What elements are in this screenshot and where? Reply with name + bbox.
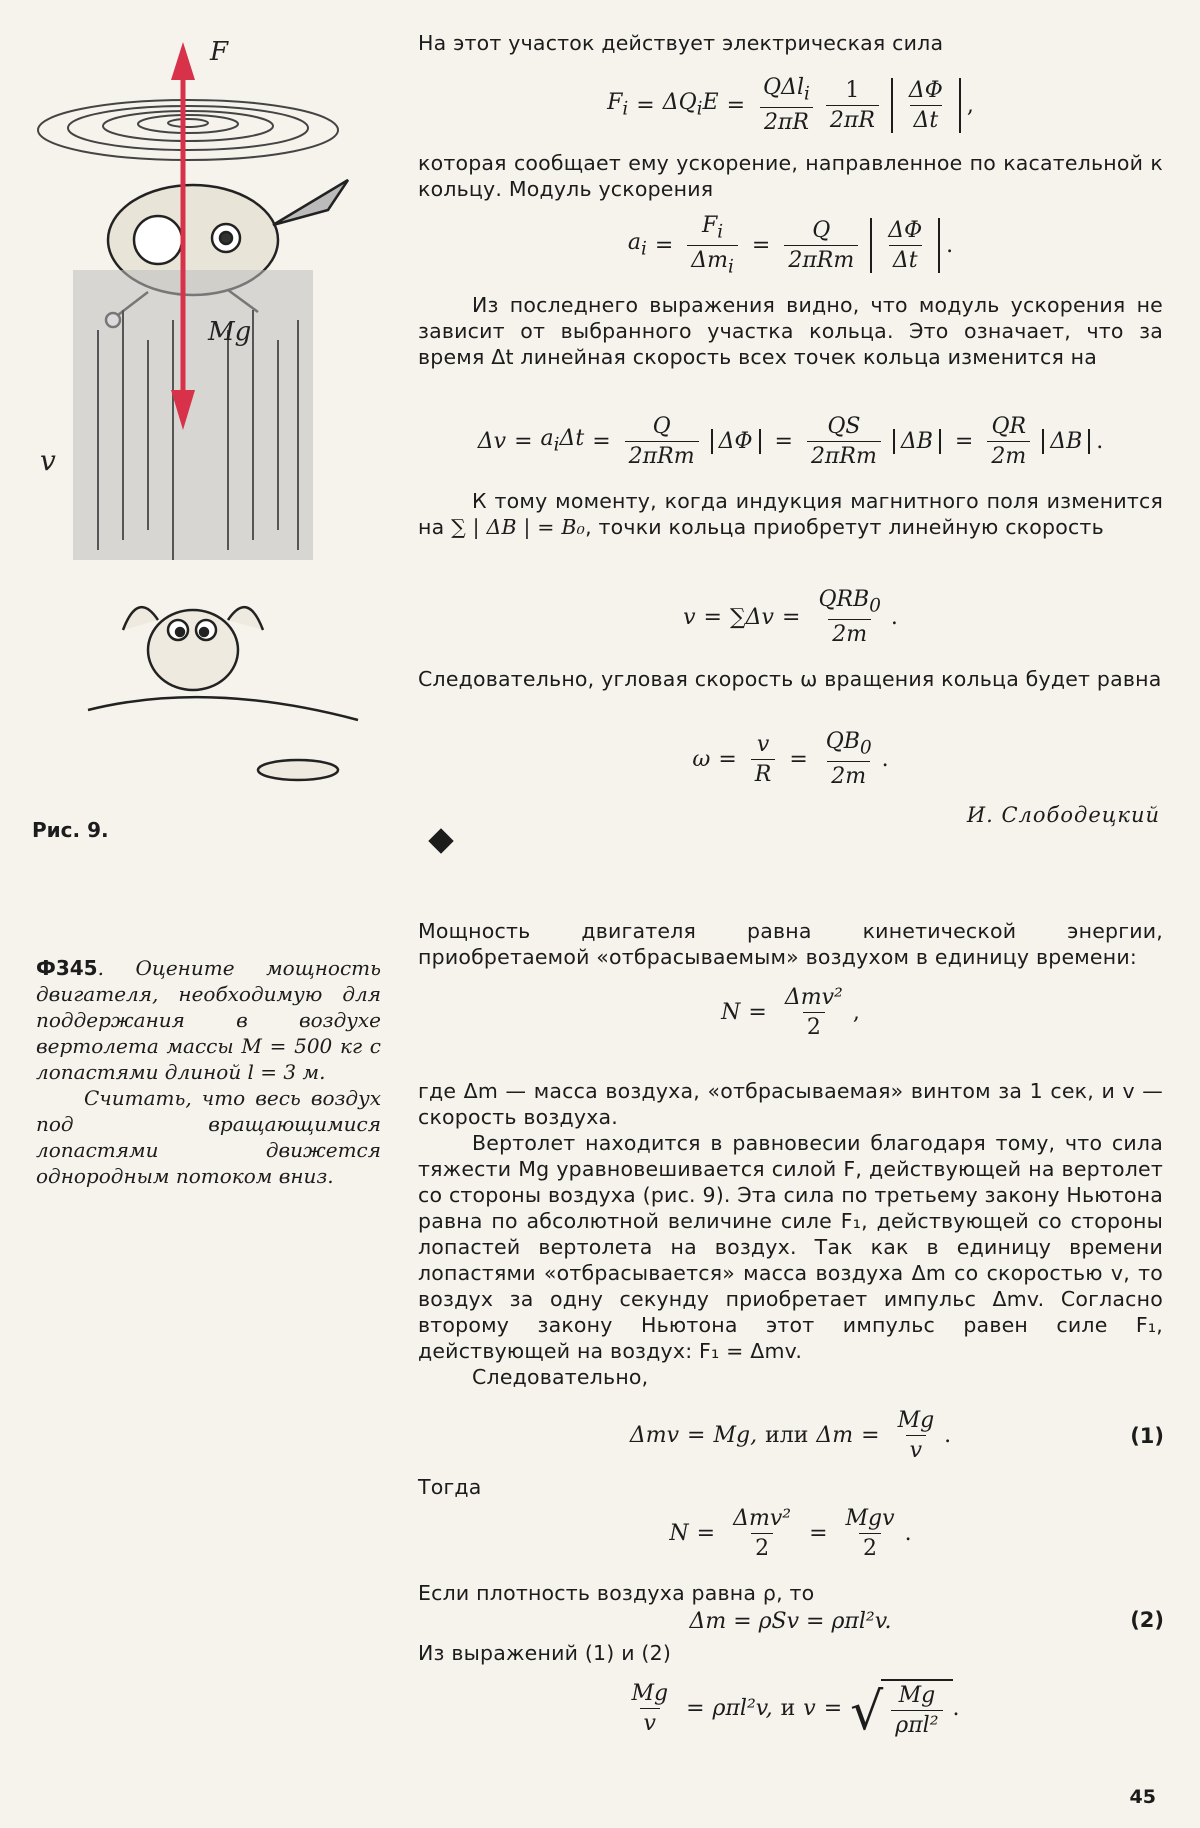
- formula-power-final: N = $\frac{\text{Δmv²}}{2}$ = $\frac{\text{Mgv}}{2}$ .: [669, 1505, 912, 1561]
- helicopter-illustration: [28, 30, 388, 800]
- paragraph-4: К тому моменту, когда индукция магнитного поля изменится на ∑ | ΔB | = B₀, точки кольца приобретут линейную скорость: [418, 489, 1163, 539]
- problem-statement: [36, 955, 381, 1189]
- solution-paragraph-2: где Δm — масса воздуха, «отбрасываемая» винтом за 1 сек, и v — скорость воздуха.: [418, 1079, 1163, 1129]
- paragraph-5: Следовательно, угловая скорость ω вращения кольца будет равна: [418, 667, 1162, 691]
- formula-2: Δm = ρSv = ρπl²v.: [689, 1608, 892, 1634]
- formula-1: Δmv = Mg, или Δm = $\frac{Mg}{v}$ .: [629, 1407, 952, 1463]
- formula-velocity: v = ∑Δv = $\frac{QRB_0}{2m}$ .: [683, 587, 898, 647]
- solution-paragraph-1: Мощность двигателя равна кинетической энергии, приобретаемой «отбрасываемым» воздухом в единицу времени:: [418, 919, 1163, 969]
- equation-label-1: (1): [1130, 1424, 1164, 1448]
- problem-text-1: . Оцените мощность двигателя, необходимую для поддержания в воздухе вертолета массы M = 500 кг с лопастями длиной l = 3 м.: [36, 956, 381, 1084]
- equation-label-2: (2): [1130, 1608, 1164, 1632]
- paragraph-1: На этот участок действует электрическая сила: [418, 31, 944, 55]
- label-v: v: [40, 444, 56, 477]
- solution-paragraph-5: Тогда: [418, 1475, 482, 1499]
- solution-paragraph-7: Из выражений (1) и (2): [418, 1641, 672, 1665]
- label-F: F: [210, 37, 229, 67]
- section-divider-diamond: [428, 828, 453, 853]
- figure-caption: Рис. 9.: [32, 818, 109, 842]
- problem-number: Ф345: [36, 956, 98, 980]
- air-stream: [73, 270, 313, 560]
- formula-force: $F_i$ = $\Delta Q_iE$ = $\frac{Q\Delta l_i}{2\pi R}$ $\frac{1}{2\pi R}$ $\frac{\Delta\Phi}{\Delta t}$ ,: [607, 75, 974, 135]
- solution-paragraph-3: Вертолет находится в равновесии благодаря тому, что сила тяжести Mg уравновешивается силой F, действующей на вертолет со стороны воздуха (рис. 9). Эта сила по третьему закону Ньютона равна по абсолютной величине силе F₁, действующей со стороны лопастей вертолета на воздух. Так как в единицу времени лопастями «отбрасывается» масса воздуха Δm со скоростью v, то воздух за одну секунду приобретает импульс Δmv. Согласно второму закону Ньютона этот импульс равен силе F₁, действующей на воздух: F₁ = Δmv.: [418, 1131, 1163, 1363]
- paragraph-3: Из последнего выражения видно, что модуль ускорения не зависит от выбранного участка кольца. Это означает, что за время Δt линейная скорость всех точек кольца изменится на: [418, 293, 1163, 369]
- rotor-swirl: [38, 100, 338, 160]
- solution-paragraph-4: Следовательно,: [472, 1365, 649, 1389]
- formula-omega: ω = $\frac{v}{R}$ = $\frac{QB_0}{2m}$ .: [692, 729, 889, 789]
- author-signature: И. Слободецкий: [966, 803, 1160, 827]
- formula-velocity-final: $\frac{Mg}{v}$ = ρπl²v, и v = √ $\frac{Mg}{\text{ρπl²}}$ .: [631, 1680, 960, 1742]
- page-number: 45: [1129, 1786, 1156, 1808]
- solution-paragraph-6: Если плотность воздуха равна ρ, то: [418, 1581, 815, 1605]
- formula-delta-v: Δv = $a_i\Delta t$ = $\frac{Q}{\text{2πRm}}$ ΔΦ = $\frac{QS}{\text{2πRm}}$ ΔB = $\frac{QR}{2m}$ ΔB .: [477, 413, 1104, 469]
- problem-text-2: Считать, что весь воздух под вращающимися лопастями движется однородным потоком вниз.: [36, 1086, 381, 1188]
- paragraph-2: которая сообщает ему ускорение, направленное по касательной к кольцу. Модуль ускорения: [418, 151, 1163, 201]
- label-Mg: Mg: [208, 317, 252, 347]
- formula-acceleration: $a_i$ = $\frac{F_i}{\Delta m_i}$ = $\frac{Q}{\text{2πRm}}$ $\frac{\Delta\Phi}{\Delta t}$ .: [627, 213, 954, 277]
- formula-power: N = $\frac{\text{Δmv²}}{2}$ ,: [721, 984, 860, 1040]
- person-on-ground: [88, 607, 358, 780]
